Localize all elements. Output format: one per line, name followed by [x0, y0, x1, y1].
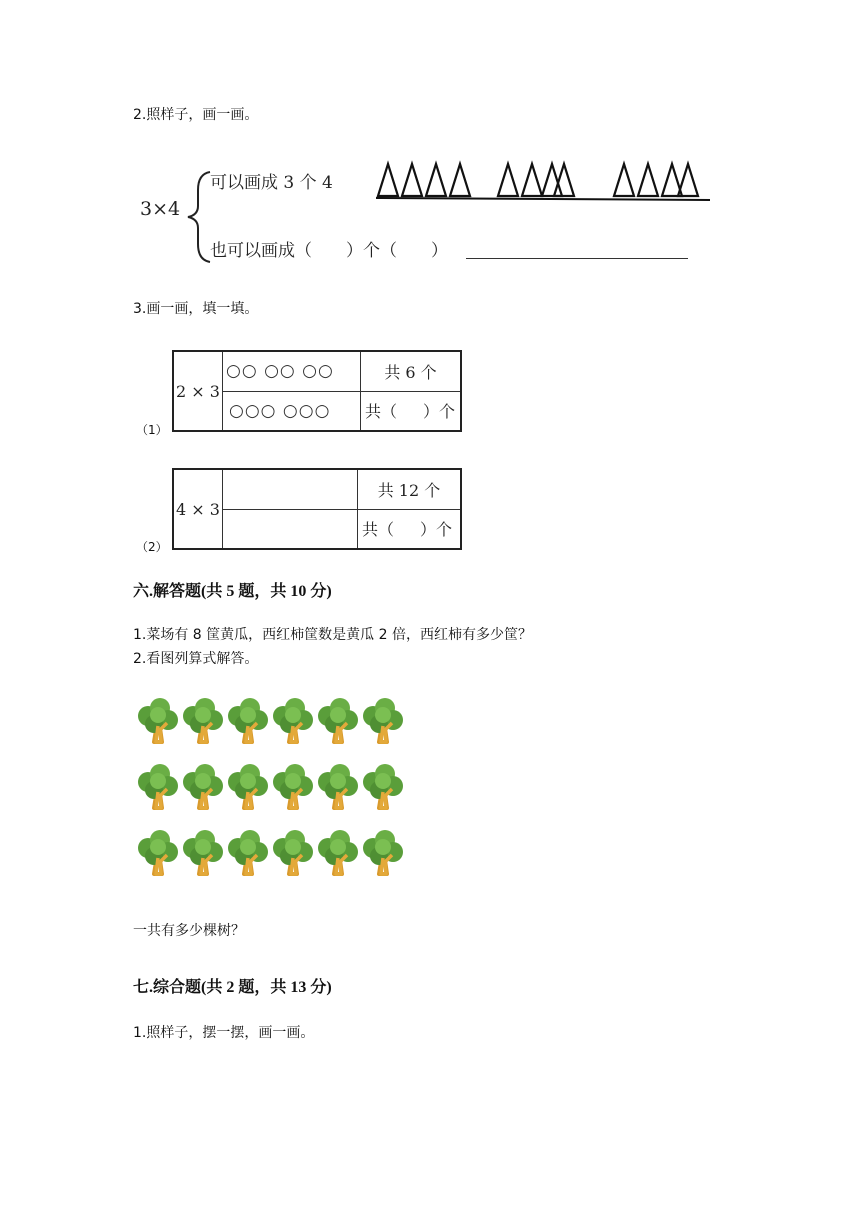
multiplication-figure	[140, 150, 720, 270]
expression-3x4: 3×4	[140, 198, 181, 220]
tree-icon	[228, 764, 268, 808]
table-2-row-2-total-cell[interactable]	[358, 509, 462, 549]
table-2-row-1-total-cell	[358, 469, 462, 509]
tree-icon	[318, 698, 358, 742]
tree-icon	[273, 764, 313, 808]
tree-icon	[183, 698, 223, 742]
section-6-question-2: 2.看图列算式解答。	[133, 651, 259, 667]
tree-icon	[138, 830, 178, 874]
tree-icon	[183, 830, 223, 874]
answer-blank-line[interactable]	[466, 258, 688, 259]
total-open: 共（	[365, 402, 398, 422]
tree-icon	[273, 830, 313, 874]
circle-groups-of-3: ○○○ ○○○	[229, 400, 331, 421]
line-2-text	[210, 236, 448, 261]
tree-icon	[183, 764, 223, 808]
tree-icon	[138, 764, 178, 808]
table-1-expr: 2 × 3	[176, 381, 220, 401]
line-2-part-a: 也可以画成（	[210, 241, 312, 261]
table-2-row-2-draw-area[interactable]	[223, 509, 358, 549]
table-2-expr: 4 × 3	[176, 499, 220, 519]
tree-icon	[138, 698, 178, 742]
line-2-part-b: ）个（	[346, 241, 397, 261]
tree-grid	[130, 690, 410, 886]
line-1-text: 可以画成 3 个 4	[210, 173, 333, 193]
tree-icon	[363, 698, 403, 742]
table-1-row-1-total-cell	[361, 351, 462, 391]
question-2-label: 2.照样子，画一画。	[133, 107, 259, 123]
table-1-row-2-circles	[223, 391, 361, 431]
table-1	[172, 350, 462, 432]
triangle-groups-drawing	[374, 158, 714, 204]
tree-icon	[228, 698, 268, 742]
section-7-heading: 七.综合题(共 2 题，共 13 分)	[133, 979, 332, 996]
table-1-row-2-total-cell[interactable]	[361, 391, 462, 431]
table-2-expr-cell	[173, 469, 223, 549]
table-2-marker: （2）	[136, 540, 168, 554]
tree-icon	[363, 830, 403, 874]
tree-icon	[228, 830, 268, 874]
table-2-row-1-total: 共 12 个	[377, 480, 441, 500]
section-6-question-1: 1.菜场有 8 筐黄瓜，西红柿筐数是黄瓜 2 倍，西红柿有多少筐？	[133, 627, 532, 643]
tree-icon	[318, 830, 358, 874]
question-3-label: 3.画一画，填一填。	[133, 301, 259, 317]
total-open: 共（	[362, 520, 395, 540]
total-close: ）个	[423, 402, 456, 422]
total-close: ）个	[420, 520, 453, 540]
tree-icon	[363, 764, 403, 808]
tree-icon	[318, 764, 358, 808]
table-1-marker: （1）	[136, 423, 168, 437]
section-7-question-1: 1.照样子，摆一摆，画一画。	[133, 1025, 315, 1041]
table-2	[172, 468, 462, 550]
table-1-row-1-total: 共 6 个	[384, 362, 437, 382]
line-2-part-c: ）	[431, 241, 448, 261]
section-6-heading: 六.解答题(共 5 题，共 10 分)	[133, 583, 332, 600]
table-1-row-1-circles	[223, 351, 361, 391]
table-2-row-1-draw-area[interactable]	[223, 469, 358, 509]
tree-icon	[273, 698, 313, 742]
table-1-expr-cell	[173, 351, 223, 431]
circle-groups-of-2: ○○ ○○ ○○	[226, 361, 334, 382]
section-6-tree-question: 一共有多少棵树？	[133, 923, 245, 939]
